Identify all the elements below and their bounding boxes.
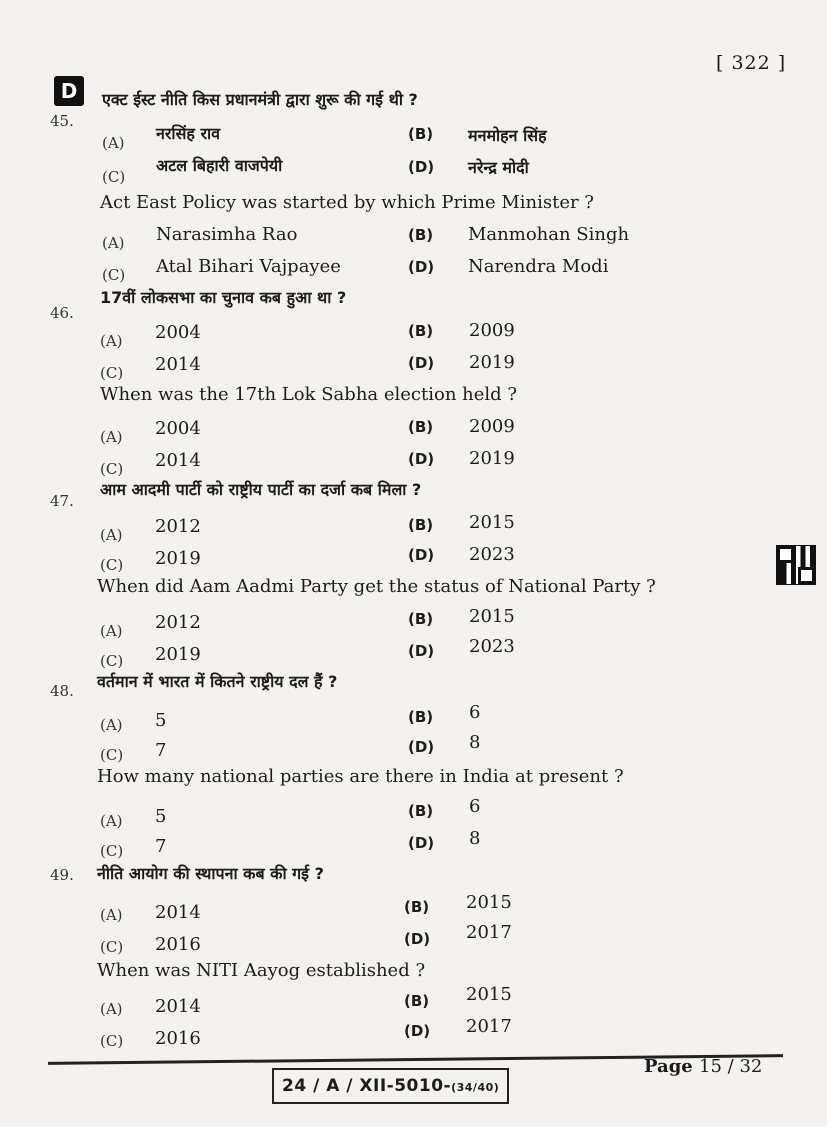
option-value: 8: [469, 828, 481, 849]
option-value: 2019: [469, 448, 515, 469]
option-value: Atal Bihari Vajpayee: [156, 256, 341, 277]
question-number: 45.: [50, 112, 74, 130]
page-value: 15 / 32: [699, 1056, 763, 1077]
question-text-english: When did Aam Aadmi Party get the status of National Party ?: [97, 576, 656, 597]
option-value: 2014: [155, 450, 201, 471]
question-text-hindi: 17वीं लोकसभा का चुनाव कब हुआ था ?: [100, 288, 347, 307]
option-label: (B): [408, 516, 434, 534]
option-label: (B): [408, 125, 434, 143]
option-label: (C): [100, 1032, 124, 1050]
option-value: 2019: [155, 548, 201, 569]
question-number: 47.: [50, 492, 74, 510]
option-label: (C): [100, 556, 124, 574]
qr-code: [776, 545, 816, 585]
option-label: (D): [404, 1022, 431, 1040]
question-number: 46.: [50, 304, 74, 322]
paper-code-suffix: (34/40): [451, 1081, 500, 1094]
question-text-hindi: नीति आयोग की स्थापना कब की गई ?: [97, 864, 324, 883]
option-label: (A): [100, 716, 123, 734]
option-label: (A): [100, 526, 123, 544]
option-label: (B): [408, 418, 434, 436]
option-value: 5: [155, 710, 167, 731]
option-value: 2019: [155, 644, 201, 665]
question-number: 49.: [50, 866, 74, 884]
option-value: 2004: [155, 418, 201, 439]
option-label: (C): [100, 652, 124, 670]
question-text-english: Act East Policy was started by which Prime Minister ?: [100, 192, 594, 213]
option-label: (B): [408, 802, 434, 820]
option-value: 2014: [155, 996, 201, 1017]
option-value: 2015: [469, 512, 515, 533]
option-value: Manmohan Singh: [468, 224, 630, 245]
option-value: अटल बिहारी वाजपेयी: [156, 156, 283, 175]
option-value: 2017: [466, 1016, 512, 1037]
option-value: 2009: [469, 416, 515, 437]
option-value: 2017: [466, 922, 512, 943]
option-label: (D): [408, 738, 435, 756]
option-label: (A): [100, 622, 123, 640]
option-label: (C): [100, 938, 124, 956]
option-value: 5: [155, 806, 167, 827]
option-label: (D): [408, 834, 435, 852]
footer-page-indicator: [644, 1056, 762, 1077]
option-label: (C): [100, 842, 124, 860]
question-number: 48.: [50, 682, 74, 700]
option-value: 6: [469, 702, 481, 723]
option-label: (A): [100, 1000, 123, 1018]
option-value: 2023: [469, 636, 515, 657]
option-value: 2023: [469, 544, 515, 565]
option-value: 2012: [155, 516, 201, 537]
option-label: (B): [408, 322, 434, 340]
option-label: (C): [100, 746, 124, 764]
option-value: 2015: [466, 892, 512, 913]
option-value: 2015: [469, 606, 515, 627]
paper-code: [272, 1068, 509, 1104]
option-value: 2014: [155, 354, 201, 375]
option-value: Narendra Modi: [468, 256, 609, 277]
option-label: (B): [404, 898, 430, 916]
option-label: (B): [408, 708, 434, 726]
option-label: (C): [100, 460, 124, 478]
option-value: 2015: [466, 984, 512, 1005]
option-value: 2019: [469, 352, 515, 373]
option-value: नरसिंह राव: [156, 124, 221, 143]
option-label: (D): [404, 930, 431, 948]
option-label: (A): [100, 428, 123, 446]
option-label: (C): [102, 266, 126, 284]
question-text-hindi: वर्तमान में भारत में कितने राष्ट्रीय दल हैं ?: [97, 672, 338, 691]
option-label: (D): [408, 546, 435, 564]
option-label: (B): [408, 610, 434, 628]
option-label: (D): [408, 354, 435, 372]
option-label: (D): [408, 450, 435, 468]
option-value: 2012: [155, 612, 201, 633]
page-label: Page: [644, 1056, 693, 1077]
page-number: [ 322 ]: [716, 52, 787, 74]
option-label: (C): [100, 364, 124, 382]
question-text-hindi: एक्ट ईस्ट नीति किस प्रधानमंत्री द्वारा शुरू की गई थी ?: [102, 90, 418, 109]
option-label: (A): [102, 134, 125, 152]
option-value: 2016: [155, 1028, 201, 1049]
question-text-english: How many national parties are there in India at present ?: [97, 766, 624, 787]
option-value: नरेन्द्र मोदी: [468, 158, 529, 177]
option-value: 2014: [155, 902, 201, 923]
paper-code-text: 24 / A / XII-5010-: [282, 1076, 452, 1096]
question-text-english: When was the 17th Lok Sabha election held ?: [100, 384, 518, 405]
option-label: (B): [404, 992, 430, 1010]
option-label: (D): [408, 158, 435, 176]
option-value: 7: [155, 740, 167, 761]
question-text-hindi: आम आदमी पार्टी को राष्ट्रीय पार्टी का दर्जा कब मिला ?: [100, 480, 422, 499]
option-value: 7: [155, 836, 167, 857]
option-value: 6: [469, 796, 481, 817]
option-value: 8: [469, 732, 481, 753]
option-value: 2004: [155, 322, 201, 343]
option-label: (A): [100, 812, 123, 830]
option-value: 2016: [155, 934, 201, 955]
option-value: Narasimha Rao: [156, 224, 298, 245]
option-label: (D): [408, 642, 435, 660]
option-label: (B): [408, 226, 434, 244]
option-label: (C): [102, 168, 126, 186]
option-label: (A): [100, 332, 123, 350]
set-badge: D: [54, 76, 84, 106]
question-text-english: When was NITI Aayog established ?: [97, 960, 426, 981]
option-label: (D): [408, 258, 435, 276]
option-label: (A): [100, 906, 123, 924]
option-value: 2009: [469, 320, 515, 341]
option-value: मनमोहन सिंह: [468, 126, 547, 145]
option-label: (A): [102, 234, 125, 252]
